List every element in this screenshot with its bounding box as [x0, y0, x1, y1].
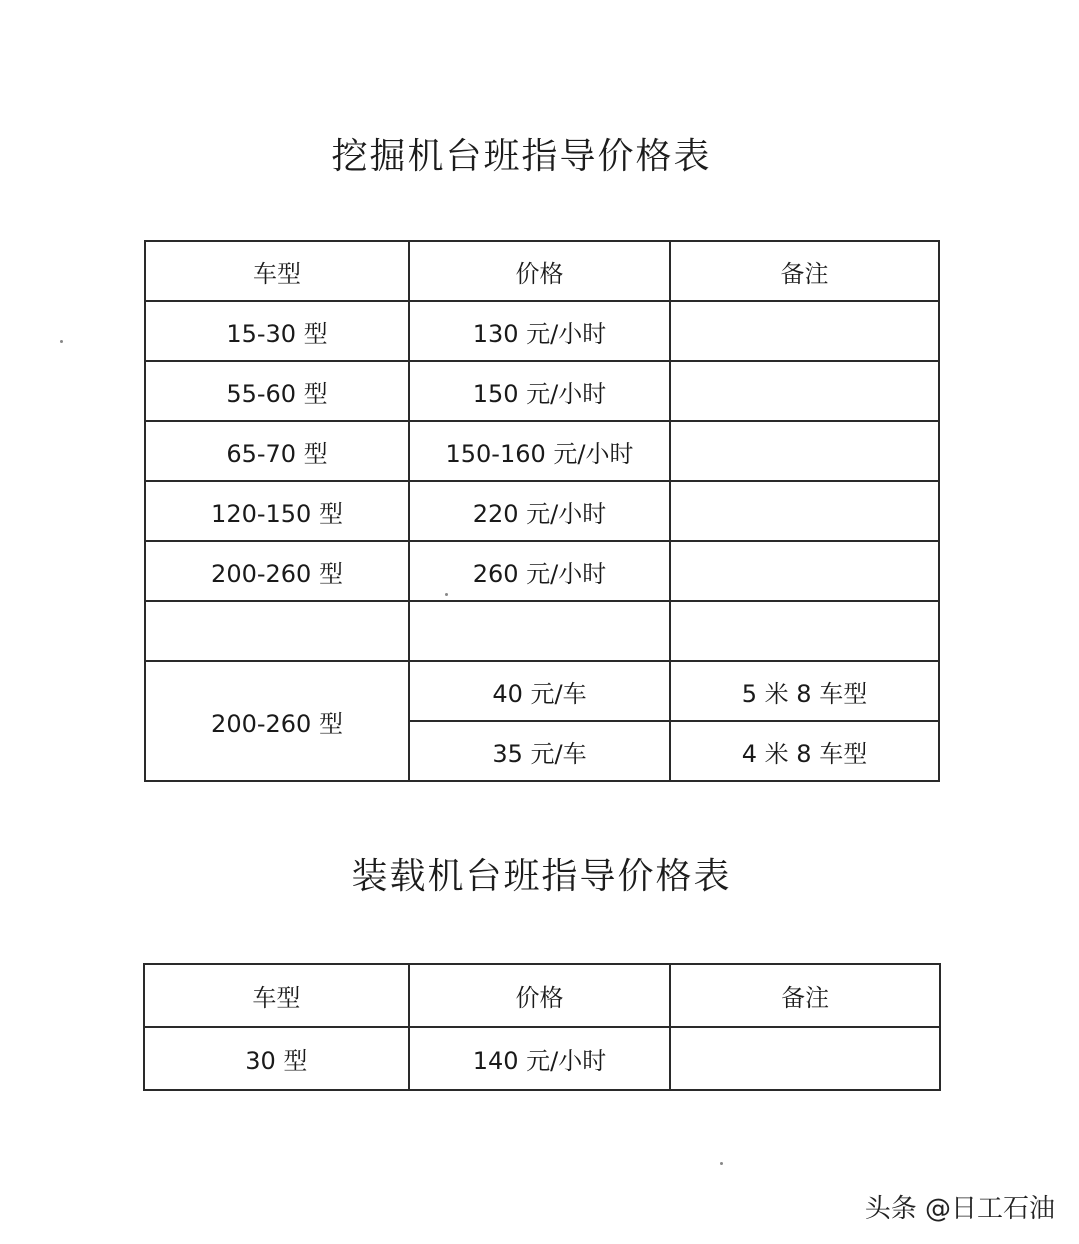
cell-note: [670, 1027, 940, 1090]
cell-model: 55-60 型: [145, 361, 409, 421]
scan-speck: [60, 340, 63, 343]
header-price: 价格: [409, 964, 671, 1027]
loader-price-table: [143, 963, 941, 1091]
table-row: [145, 421, 939, 481]
table-row: [144, 1027, 940, 1090]
cell-model-merged: 200-260 型: [145, 661, 409, 781]
cell-price: 150-160 元/小时: [409, 421, 670, 481]
cell-note: [670, 361, 939, 421]
cell-model: 120-150 型: [145, 481, 409, 541]
cell-note: 5 米 8 车型: [670, 661, 939, 721]
header-note: 备注: [670, 964, 940, 1027]
cell-model: 15-30 型: [145, 301, 409, 361]
cell-note: [670, 301, 939, 361]
table-row-empty: [145, 601, 939, 661]
cell-model: 200-260 型: [145, 541, 409, 601]
cell-price: 130 元/小时: [409, 301, 670, 361]
cell-price: 260 元/小时: [409, 541, 670, 601]
table-header-row: [145, 241, 939, 301]
cell-price: 35 元/车: [409, 721, 670, 781]
cell-note: 4 米 8 车型: [670, 721, 939, 781]
cell-price: 140 元/小时: [409, 1027, 671, 1090]
header-model: 车型: [145, 241, 409, 301]
table-row: [145, 361, 939, 421]
cell-note: [670, 541, 939, 601]
cell-model: 65-70 型: [145, 421, 409, 481]
table-row: [145, 301, 939, 361]
header-price: 价格: [409, 241, 670, 301]
cell-price: 220 元/小时: [409, 481, 670, 541]
cell-model: [145, 601, 409, 661]
watermark: 头条 @日工石油: [864, 1194, 1055, 1224]
header-note: 备注: [670, 241, 939, 301]
excavator-price-table: [144, 240, 940, 782]
cell-note: [670, 481, 939, 541]
cell-model: 30 型: [144, 1027, 409, 1090]
loader-table-title: 装载机台班指导价格表: [351, 856, 732, 897]
scan-speck: [445, 593, 448, 596]
table-row: [145, 481, 939, 541]
header-model: 车型: [144, 964, 409, 1027]
table-row: [145, 541, 939, 601]
cell-note: [670, 421, 939, 481]
table-header-row: [144, 964, 940, 1027]
cell-price: 150 元/小时: [409, 361, 670, 421]
cell-note: [670, 601, 939, 661]
table-row-truck-group: [145, 661, 939, 721]
scan-speck: [720, 1162, 723, 1165]
excavator-table-title: 挖掘机台班指导价格表: [331, 136, 712, 177]
cell-price: [409, 601, 670, 661]
cell-price: 40 元/车: [409, 661, 670, 721]
